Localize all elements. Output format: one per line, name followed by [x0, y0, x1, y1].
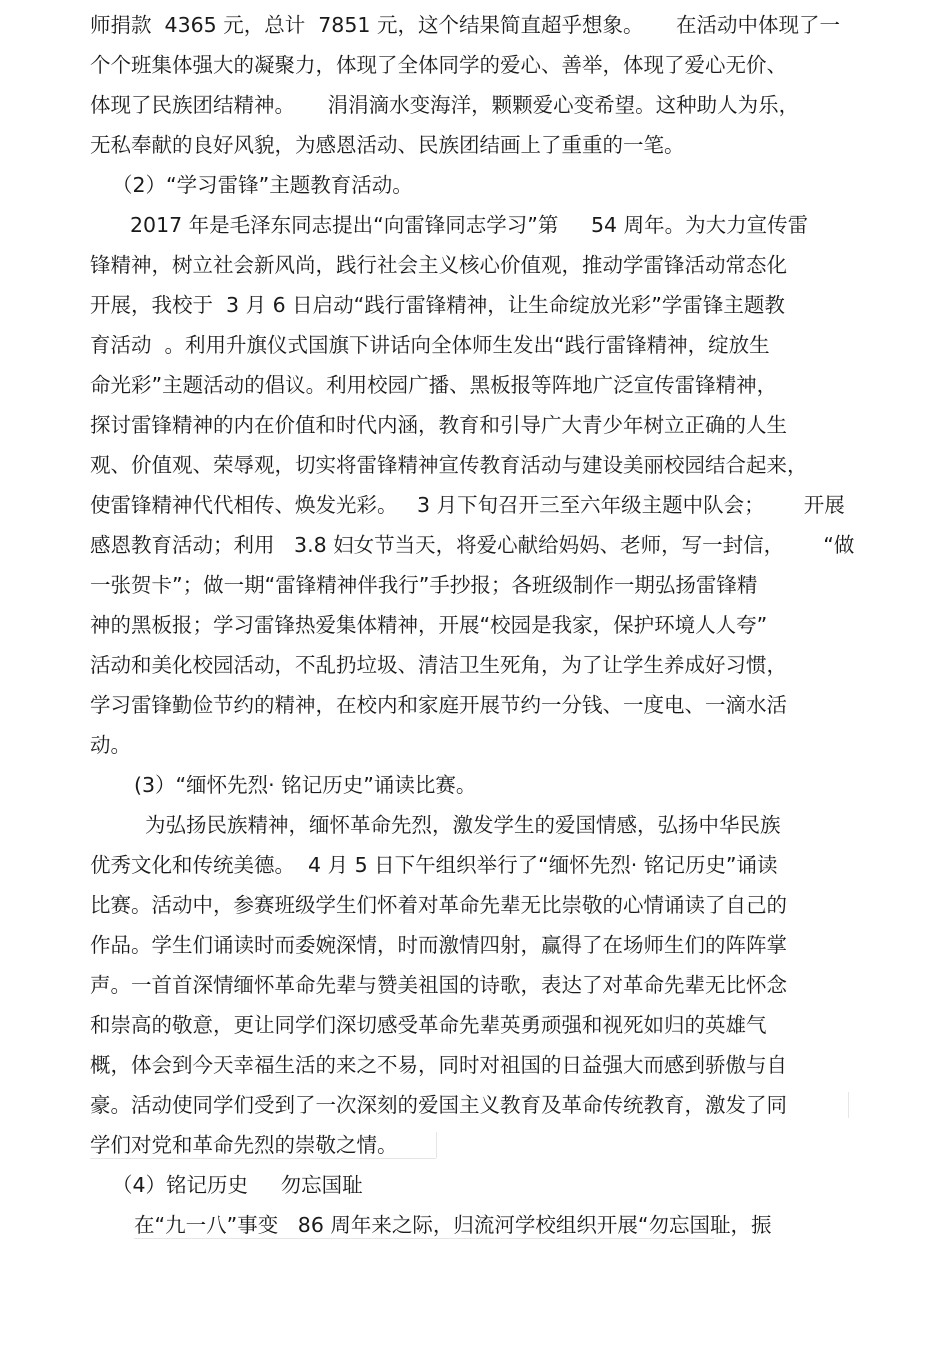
text-line: 豪。活动使同学们受到了一次深刻的爱国主义教育及革命传统教育，激发了同	[90, 1093, 787, 1117]
text-line: 一张贺卡”；做一期“雷锋精神伴我行”手抄报；各班级制作一期弘扬雷锋精	[90, 573, 758, 597]
text-line: 探讨雷锋精神的内在价值和时代内涵，教育和引导广大青少年树立正确的人生	[90, 413, 787, 437]
text-line: 使雷锋精神代代相传、焕发光彩。 3 月下旬召开三至六年级主题中队会； 开展	[90, 493, 845, 517]
section-heading: (3）“缅怀先烈· 铭记历史”诵读比赛。	[134, 773, 477, 797]
scan-artifact-line	[848, 1092, 849, 1118]
scan-artifact-line	[134, 1238, 714, 1239]
text-line: 为弘扬民族精神，缅怀革命先烈，激发学生的爱国情感，弘扬中华民族	[145, 813, 781, 837]
scan-artifact-line	[90, 1158, 436, 1159]
text-line: 锋精神，树立社会新风尚，践行社会主义核心价值观，推动学雷锋活动常态化	[90, 253, 787, 277]
text-line: 体现了民族团结精神。 涓涓滴水变海洋，颗颗爱心变希望。这种助人为乐，	[90, 93, 800, 117]
text-line: 比赛。活动中，参赛班级学生们怀着对革命先辈无比崇敬的心情诵读了自己的	[90, 893, 787, 917]
text-line: 声。一首首深情缅怀革命先辈与赞美祖国的诗歌，表达了对革命先辈无比怀念	[90, 973, 787, 997]
text-line: 概，体会到今天幸福生活的来之不易，同时对祖国的日益强大而感到骄傲与自	[90, 1053, 787, 1077]
text-line: 和崇高的敬意，更让同学们深切感受革命先辈英勇顽强和视死如归的英雄气	[90, 1013, 767, 1037]
text-line: 个个班集体强大的凝聚力，体现了全体同学的爱心、善举，体现了爱心无价、	[90, 53, 787, 77]
text-line: 学习雷锋勤俭节约的精神，在校内和家庭开展节约一分钱、一度电、一滴水活	[90, 693, 787, 717]
text-line: 育活动 。利用升旗仪式国旗下讲话向全体师生发出“践行雷锋精神，绽放生	[90, 333, 770, 357]
text-line: 神的黑板报；学习雷锋热爱集体精神，开展“校园是我家，保护环境人人夸”	[90, 613, 768, 637]
text-line: 在“九一八”事变 86 周年来之际，归流河学校组织开展“勿忘国耻，振	[134, 1213, 772, 1237]
text-line: 学们对党和革命先烈的崇敬之情。	[90, 1133, 398, 1157]
text-line: 优秀文化和传统美德。 4 月 5 日下午组织举行了“缅怀先烈· 铭记历史”诵读	[90, 853, 778, 877]
text-line: 作品。学生们诵读时而委婉深情，时而激情四射，赢得了在场师生们的阵阵掌	[90, 933, 787, 957]
text-line: 开展，我校于 3 月 6 日启动“践行雷锋精神，让生命绽放光彩”学雷锋主题教	[90, 293, 785, 317]
text-line: 师捐款 4365 元，总计 7851 元，这个结果简直超乎想象。 在活动中体现了一	[90, 13, 841, 37]
scan-artifact-line	[436, 1132, 437, 1158]
text-line: 感恩教育活动；利用 3.8 妇女节当天，将爱心献给妈妈、老师，写一封信， “做	[90, 533, 855, 557]
section-heading: （2）“学习雷锋”主题教育活动。	[112, 173, 413, 197]
text-line: 无私奉献的良好风貌，为感恩活动、民族团结画上了重重的一笔。	[90, 133, 685, 157]
text-line: 动。	[90, 733, 131, 757]
text-line: 命光彩”主题活动的倡议。利用校园广播、黑板报等阵地广泛宣传雷锋精神，	[90, 373, 778, 397]
text-line: 观、价值观、荣辱观，切实将雷锋精神宣传教育活动与建设美丽校园结合起来，	[90, 453, 808, 477]
section-heading: （4）铭记历史 勿忘国耻	[112, 1173, 363, 1197]
text-line: 2017 年是毛泽东同志提出“向雷锋同志学习”第 54 周年。为大力宣传雷	[130, 213, 809, 237]
text-line: 活动和美化校园活动，不乱扔垃圾、清洁卫生死角，为了让学生养成好习惯，	[90, 653, 787, 677]
